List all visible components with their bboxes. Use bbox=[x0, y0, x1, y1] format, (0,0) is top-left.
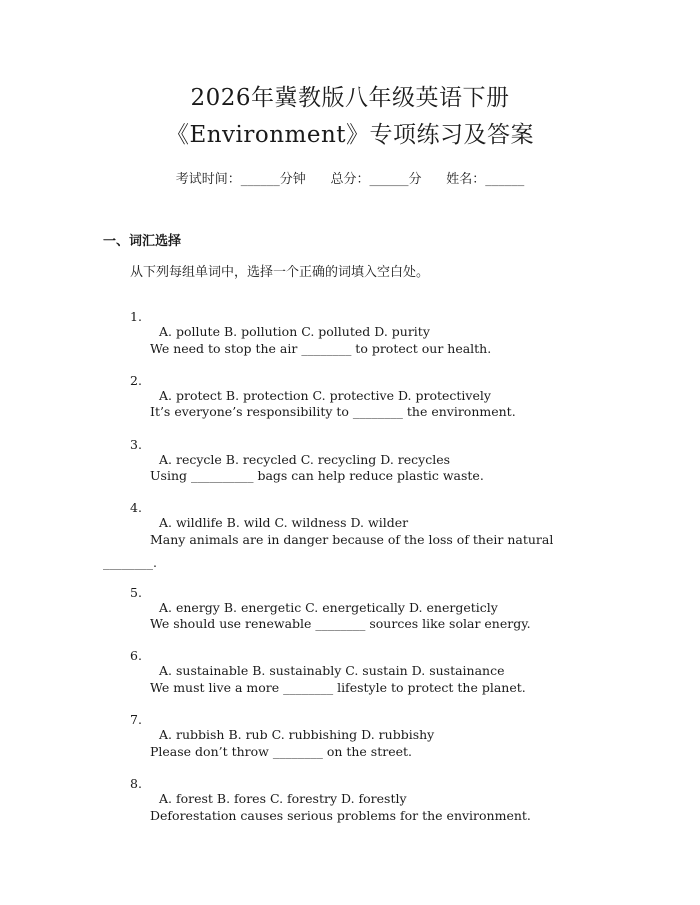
document-title: 2026年冀教版八年级英语下册 bbox=[190, 85, 510, 111]
question-sentence: We should use renewable ________ sources like solar energy. bbox=[150, 616, 531, 631]
question-options: A. rubbish B. rub C. rubbishing D. rubbishy bbox=[159, 727, 435, 742]
question-number: 8. bbox=[130, 776, 142, 791]
question-number: 4. bbox=[130, 500, 142, 515]
question-sentence: We need to stop the air ________ to protect our health. bbox=[150, 341, 492, 356]
question-number: 1. bbox=[130, 309, 142, 324]
question-sentence-continuation: ________. bbox=[103, 555, 157, 570]
question-4-sentence-continuation bbox=[0, 540, 157, 570]
question-number: 3. bbox=[130, 437, 142, 452]
question-sentence: Deforestation causes serious problems for the environment. bbox=[150, 808, 531, 823]
question-options: A. pollute B. pollution C. polluted D. purity bbox=[159, 324, 430, 339]
question-options: A. wildlife B. wild C. wildness D. wilder bbox=[159, 515, 409, 530]
question-options: A. protect B. protection C. protective D. protectively bbox=[159, 388, 491, 403]
question-number: 2. bbox=[130, 373, 142, 388]
question-number: 6. bbox=[130, 648, 142, 663]
exam-info-line: 考试时间：______分钟 总分：______分 姓名：______ bbox=[175, 172, 525, 187]
question-sentence: Using __________ bags can help reduce plastic waste. bbox=[150, 468, 484, 483]
document-subtitle: 《Environment》专项练习及答案 bbox=[165, 122, 535, 148]
question-sentence: Please don’t throw ________ on the street. bbox=[150, 744, 413, 759]
question-sentence: It’s everyone’s responsibility to ________ the environment. bbox=[150, 404, 516, 419]
question-sentence: We must live a more ________ lifestyle to protect the planet. bbox=[150, 680, 526, 695]
section-heading: 一、词汇选择 bbox=[103, 234, 182, 249]
question-number: 7. bbox=[130, 712, 142, 727]
question-sentence: Many animals are in danger because of the loss of their natural bbox=[150, 532, 554, 547]
question-options: A. recycle B. recycled C. recycling D. recycles bbox=[159, 452, 451, 467]
question-options: A. forest B. fores C. forestry D. forestly bbox=[159, 791, 407, 806]
question-number: 5. bbox=[130, 585, 142, 600]
question-options: A. sustainable B. sustainably C. sustain D. sustainance bbox=[159, 663, 505, 678]
section-instruction: 从下列每组单词中，选择一个正确的词填入空白处。 bbox=[130, 265, 430, 280]
question-options: A. energy B. energetic C. energetically D. energeticly bbox=[159, 600, 498, 615]
